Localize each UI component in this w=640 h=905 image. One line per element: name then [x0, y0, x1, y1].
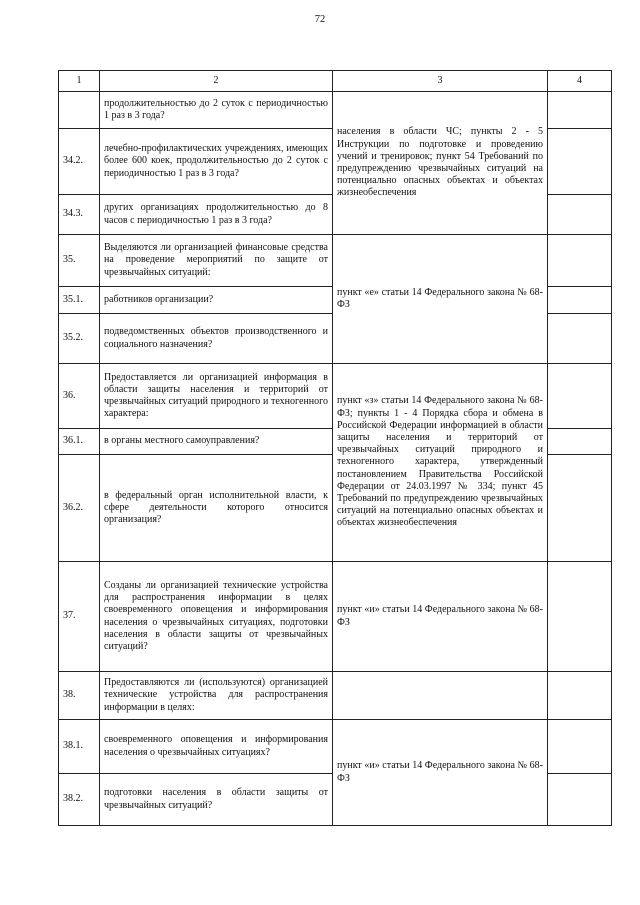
header-cell: 2: [100, 71, 333, 92]
header-cell: 1: [59, 71, 100, 92]
legal-basis-cell: пункт «е» статьи 14 Федерального закона № 68-ФЗ: [333, 235, 548, 364]
row-number: 38.: [59, 672, 100, 720]
row-number: 34.3.: [59, 195, 100, 235]
header-row: [59, 71, 612, 92]
row-number: 35.1.: [59, 287, 100, 314]
legal-basis-cell: пункт «и» статьи 14 Федерального закона № 68-ФЗ: [333, 720, 548, 826]
answer-cell[interactable]: [548, 364, 612, 429]
table-row: [59, 92, 612, 129]
header-cell: 4: [548, 71, 612, 92]
page-number: 72: [314, 14, 326, 25]
question-cell: в органы местного самоуправления?: [100, 429, 333, 455]
row-number: 34.2.: [59, 129, 100, 195]
question-cell: подготовки населения в области защиты от чрезвычайных ситуаций?: [100, 774, 333, 826]
question-cell: подведомственных объектов производственного и социального назначения?: [100, 314, 333, 364]
question-cell: Выделяются ли организацией финансовые средства на проведение мероприятий по защите от чрезвычайных ситуаций:: [100, 235, 333, 287]
answer-cell[interactable]: [548, 774, 612, 826]
table-row: [59, 720, 612, 774]
row-number: 38.2.: [59, 774, 100, 826]
question-cell: работников организации?: [100, 287, 333, 314]
legal-basis-cell: пункт «з» статьи 14 Федерального закона № 68-ФЗ; пункты 1 - 4 Порядка сбора и обмена в Российской Федерации информацией в области защиты населения и территорий от чрезвычайных ситуаций природного и техногенного характера, утвержденный постановлением Правительства Российской Федерации от 24.03.1997 № 334; пункт 45 Требований по предупреждению чрезвычайных ситуаций на потенциально опасных объектах и объектах жизнеобеспечения: [333, 364, 548, 562]
header-cell: 3: [333, 71, 548, 92]
row-number: 36.2.: [59, 455, 100, 562]
answer-cell[interactable]: [548, 720, 612, 774]
question-cell: лечебно-профилактических учреждениях, имеющих более 600 коек, продолжительностью до 2 суток с периодичностью 1 раз в 3 года?: [100, 129, 333, 195]
question-cell: Предоставляется ли организацией информация в области защиты населения и территорий от чрезвычайных ситуаций природного и техногенного характера:: [100, 364, 333, 429]
answer-cell[interactable]: [548, 129, 612, 195]
legal-basis-cell: пункт «и» статьи 14 Федерального закона № 68-ФЗ: [333, 562, 548, 672]
question-cell: Предоставляются ли (используются) организацией технические устройства для распространения информации в целях:: [100, 672, 333, 720]
table-row: [59, 235, 612, 287]
table-row: [59, 562, 612, 672]
row-number: 37.: [59, 562, 100, 672]
table-row: [59, 364, 612, 429]
answer-cell[interactable]: [548, 195, 612, 235]
answer-cell[interactable]: [548, 429, 612, 455]
row-number: 35.2.: [59, 314, 100, 364]
legal-basis-cell: [333, 672, 548, 720]
row-number: 36.: [59, 364, 100, 429]
answer-cell[interactable]: [548, 562, 612, 672]
answer-cell[interactable]: [548, 672, 612, 720]
row-number: 36.1.: [59, 429, 100, 455]
question-cell: в федеральный орган исполнительной власти, к сфере деятельности которого относится организация?: [100, 455, 333, 562]
question-cell: других организациях продолжительностью до 8 часов с периодичностью 1 раз в 3 года?: [100, 195, 333, 235]
row-number: 35.: [59, 235, 100, 287]
question-cell: Созданы ли организацией технические устройства для распространения информации в целях своевременного оповещения и информирования населения о чрезвычайных ситуациях, подготовки населения в области защиты от чрезвычайных ситуаций?: [100, 562, 333, 672]
answer-cell[interactable]: [548, 92, 612, 129]
legal-basis-cell: населения в области ЧС; пункты 2 - 5 Инструкции по подготовке и проведению учений и тренировок; пункт 54 Требований по предупреждению чрезвычайных ситуаций на потенциально опасных объектах и объектах жизнеобеспечения: [333, 92, 548, 235]
row-number: 38.1.: [59, 720, 100, 774]
question-cell: своевременного оповещения и информирования населения о чрезвычайных ситуациях?: [100, 720, 333, 774]
answer-cell[interactable]: [548, 235, 612, 287]
checklist-table: [58, 70, 612, 826]
table-row: [59, 672, 612, 720]
row-number: [59, 92, 100, 129]
question-cell: продолжительностью до 2 суток с периодичностью 1 раз в 3 года?: [100, 92, 333, 129]
answer-cell[interactable]: [548, 455, 612, 562]
answer-cell[interactable]: [548, 287, 612, 314]
answer-cell[interactable]: [548, 314, 612, 364]
